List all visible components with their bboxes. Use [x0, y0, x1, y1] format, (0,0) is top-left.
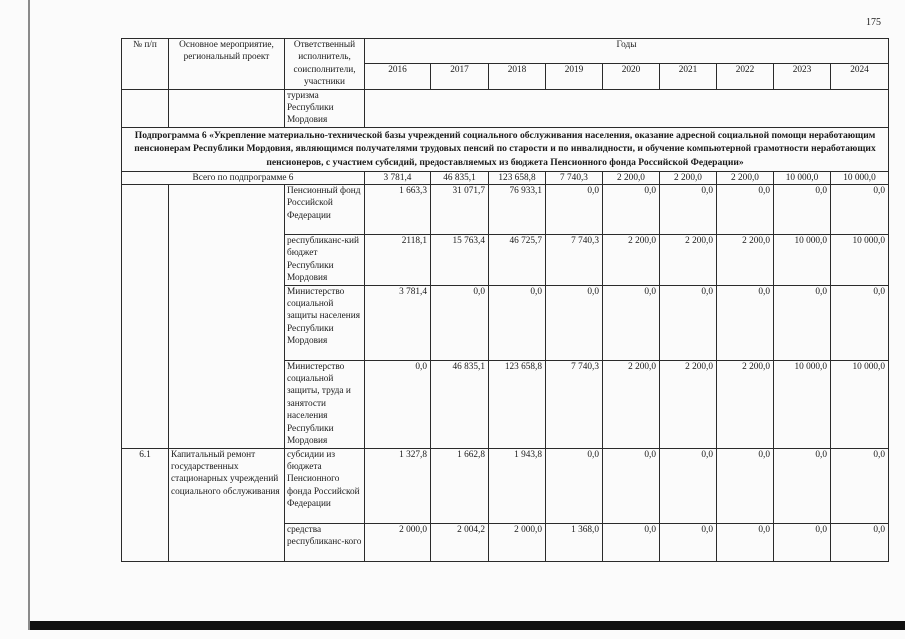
- value-cell: 0,0: [546, 448, 603, 523]
- total-value: 123 658,8: [489, 171, 546, 184]
- value-cell: 1 368,0: [546, 523, 603, 561]
- sub-row-pension-fund: [122, 185, 889, 235]
- value-cell: 0,0: [774, 448, 831, 523]
- value-cell: 0,0: [489, 285, 546, 360]
- header-years: Годы: [365, 39, 889, 64]
- value-cell: 0,0: [603, 185, 660, 235]
- scan-edge-line: [28, 0, 30, 630]
- value-cell: 0,0: [717, 523, 774, 561]
- subprogram-row: [122, 127, 889, 171]
- value-cell: 3 781,4: [365, 285, 431, 360]
- year-header: 2018: [489, 64, 546, 89]
- total-value: 2 200,0: [717, 171, 774, 184]
- value-cell: 2 200,0: [603, 360, 660, 448]
- total-value: 46 835,1: [431, 171, 489, 184]
- year-header: 2024: [831, 64, 889, 89]
- header-num: № п/п: [122, 39, 169, 90]
- item-6-1-row-pension: [122, 448, 889, 523]
- item-number: 6.1: [122, 448, 169, 561]
- total-value: 10 000,0: [831, 171, 889, 184]
- scan-bottom-bar: [30, 621, 905, 630]
- value-cell: 0,0: [546, 185, 603, 235]
- value-cell: 0,0: [603, 285, 660, 360]
- value-cell: 10 000,0: [774, 360, 831, 448]
- value-cell: 2118,1: [365, 235, 431, 286]
- header-executor: Ответственный исполнитель, соисполнители, участники: [285, 39, 365, 90]
- value-cell: 0,0: [774, 185, 831, 235]
- value-cell: 7 740,3: [546, 360, 603, 448]
- value-cell: 31 071,7: [431, 185, 489, 235]
- total-row: [122, 171, 889, 184]
- year-header: 2020: [603, 64, 660, 89]
- executor-cell: Министерство социальной защиты, труда и занятости населения Республики Мордовия: [285, 360, 365, 448]
- continuation-executor: туризма Республики Мордовия: [285, 89, 365, 127]
- year-header: 2016: [365, 64, 431, 89]
- value-cell: 2 000,0: [365, 523, 431, 561]
- value-cell: 0,0: [831, 523, 889, 561]
- value-cell: 76 933,1: [489, 185, 546, 235]
- value-cell: 0,0: [717, 185, 774, 235]
- total-value: 3 781,4: [365, 171, 431, 184]
- value-cell: 0,0: [546, 285, 603, 360]
- value-cell: 46 835,1: [431, 360, 489, 448]
- executor-cell: средства республиканс-кого: [285, 523, 365, 561]
- value-cell: 0,0: [831, 185, 889, 235]
- value-cell: 1 943,8: [489, 448, 546, 523]
- subprogram-title: Подпрограмма 6 «Укрепление материально-технической базы учреждений социального обслуживания населения, оказание адресной социальной помощи неработающим пенсионерам Республики Мордовия, являющимся получателями трудовых пенсий по старости и по инвалидности, и обучение компьютерной грамотности неработающих пенсионеров, с участием субсидий, предоставляемых из бюджета Пенсионного фонда Российской Федерации»: [122, 127, 889, 171]
- header-row: [122, 39, 889, 64]
- year-header: 2017: [431, 64, 489, 89]
- total-label: Всего по подпрограмме 6: [122, 171, 365, 184]
- value-cell: 0,0: [603, 448, 660, 523]
- page-number: 175: [866, 17, 881, 28]
- executor-cell: республиканс-кий бюджет Республики Мордовия: [285, 235, 365, 286]
- total-value: 10 000,0: [774, 171, 831, 184]
- value-cell: 0,0: [431, 285, 489, 360]
- value-cell: 10 000,0: [831, 360, 889, 448]
- year-header: 2022: [717, 64, 774, 89]
- header-event: Основное мероприятие, региональный проект: [169, 39, 285, 90]
- year-header: 2021: [660, 64, 717, 89]
- value-cell: 1 327,8: [365, 448, 431, 523]
- executor-cell: Министерство социальной защиты населения Республики Мордовия: [285, 285, 365, 360]
- budget-table: [121, 38, 889, 562]
- value-cell: 2 000,0: [489, 523, 546, 561]
- value-cell: 0,0: [831, 448, 889, 523]
- value-cell: 1 663,3: [365, 185, 431, 235]
- value-cell: 46 725,7: [489, 235, 546, 286]
- value-cell: 2 004,2: [431, 523, 489, 561]
- total-value: 2 200,0: [660, 171, 717, 184]
- value-cell: 15 763,4: [431, 235, 489, 286]
- value-cell: 0,0: [717, 448, 774, 523]
- executor-cell: субсидии из бюджета Пенсионного фонда Российской Федерации: [285, 448, 365, 523]
- year-header: 2019: [546, 64, 603, 89]
- value-cell: 0,0: [717, 285, 774, 360]
- value-cell: 0,0: [831, 285, 889, 360]
- value-cell: 0,0: [774, 285, 831, 360]
- value-cell: 2 200,0: [717, 360, 774, 448]
- value-cell: 0,0: [660, 285, 717, 360]
- value-cell: 2 200,0: [660, 360, 717, 448]
- item-event: Капитальный ремонт государственных стационарных учреждений социального обслуживания: [169, 448, 285, 561]
- value-cell: 10 000,0: [774, 235, 831, 286]
- year-header: 2023: [774, 64, 831, 89]
- value-cell: 0,0: [660, 448, 717, 523]
- value-cell: 0,0: [774, 523, 831, 561]
- value-cell: 2 200,0: [660, 235, 717, 286]
- value-cell: 123 658,8: [489, 360, 546, 448]
- value-cell: 7 740,3: [546, 235, 603, 286]
- executor-cell: Пенсионный фонд Российской Федерации: [285, 185, 365, 235]
- value-cell: 0,0: [365, 360, 431, 448]
- value-cell: 2 200,0: [717, 235, 774, 286]
- value-cell: 10 000,0: [831, 235, 889, 286]
- continuation-row: [122, 89, 889, 127]
- value-cell: 0,0: [660, 523, 717, 561]
- value-cell: 0,0: [660, 185, 717, 235]
- value-cell: 1 662,8: [431, 448, 489, 523]
- total-value: 2 200,0: [603, 171, 660, 184]
- value-cell: 2 200,0: [603, 235, 660, 286]
- total-value: 7 740,3: [546, 171, 603, 184]
- value-cell: 0,0: [603, 523, 660, 561]
